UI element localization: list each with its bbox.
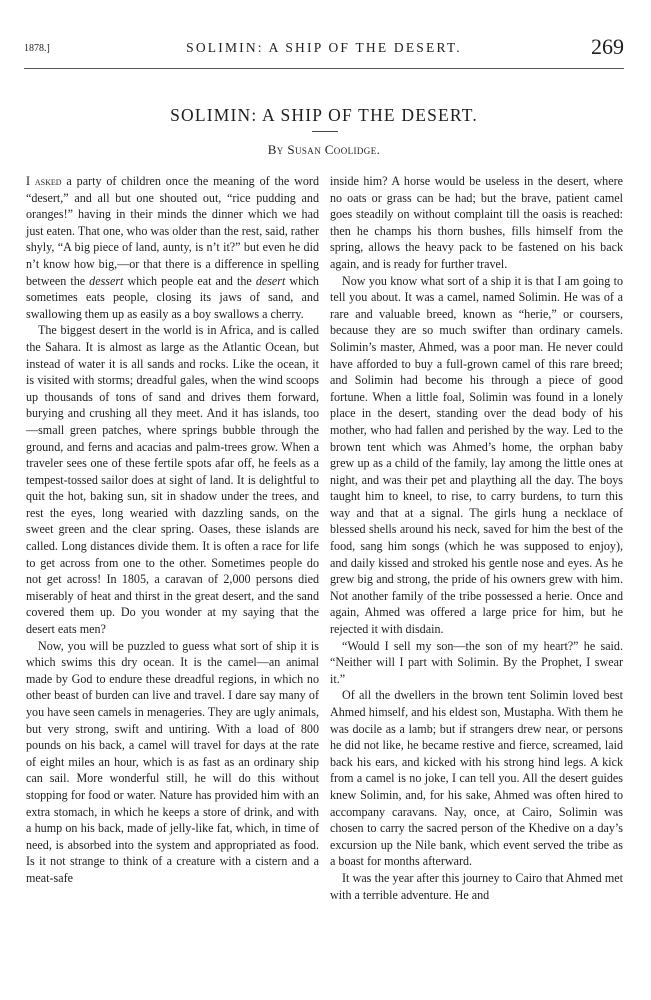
right-column: [330, 173, 623, 903]
emphasis-desert: desert: [255, 273, 286, 288]
paragraph-8: It was the year after this journey to Cairo that Ahmed met with a terrible adventure. He and: [330, 870, 623, 902]
byline: By Susan Coolidge.: [267, 142, 381, 157]
paragraph-5: Now you know what sort of a ship it is that I am going to tell you about. It was a camel, named Solimin. He was of a rare and valuable breed, known as “herie,” or coursers, because they are so much swifter than ordinary camels. Solimin’s master, Ahmed, was a poor man. He never could have afforded to buy a full-grown camel of this rare breed; and Solimin had become his through a piece of good fortune. When a little foal, Solimin was found in a lonely place in the desert, standing over the dead body of his mother, who had fallen and perished by the way. Led to the brown tent which was Ahmed’s home, the orphan baby grew up as a child of the family, lay among the little ones at night, and was their pet and plaything all the day. The boys taught him to kneel, to rise, to carry burdens, to turn this way and that at a signal. The girls hung a necklace of blessed shells around his neck, saved for him the best of the food, sang him songs (which he was supposed to enjoy), and daily kissed and stroked his gentle nose and eyes. As he grew big and strong, the pride of his owners grew with him. Not another family of the tribe possessed a herie. Once and again, Ahmed was offered a large price for him, but he rejected it with disdain.: [330, 273, 623, 637]
lead-words: I asked: [26, 174, 62, 188]
paragraph-4: inside him? A horse would be useless in the desert, where no oats or grass can be had; but the brave, patient camel goes steadily on without complaint till the oasis is reached: then he champs his thorn bushes, fills himself from the spring, allows the heavy pack to be fastened on his back again, and is ready for further travel.: [330, 174, 623, 271]
left-column: [26, 173, 319, 887]
header-year: 1878.]: [24, 43, 50, 54]
running-header: [24, 34, 624, 61]
emphasis-dessert: dessert: [89, 273, 124, 288]
paragraph-7: Of all the dwellers in the brown tent Solimin loved best Ahmed himself, and his eldest son, Mustapha. With them he was docile as a lamb; but if strangers drew near, or persons he did not like, he became restive and fierce, screamed, laid back his ears, and kicked with his strong hind legs. A kick from a camel is no joke, I can tell you. All the desert guides knew Solimin, and, for his sake, Ahmed was often hired to accompany caravans. Nay, once, at Cairo, Solimin was chosen to carry the sacred person of the Khedive on a day’s excursion up the Nile bank, which event served the tribe as a boast for months afterward.: [330, 688, 623, 869]
article-title: SOLIMIN: A SHIP OF THE DESERT.: [170, 105, 478, 125]
paragraph-1: I asked a party of children once the meaning of the word “desert,” and all but one shouted out, “rice pudding and oranges!” having in their minds the dinner which we had just eaten. That one, who was older than the rest, said, rather shyly, “A big piece of land, aunty, is n’t it?” but even he did n’t know how big,—or that there is a difference in spelling between the dessert which people eat and the desert which sometimes eats people, closing its jaws of sand, and swallowing them up as easily as a boy swallows a cherry.: [26, 174, 320, 321]
paragraph-2: The biggest desert in the world is in Africa, and is called the Sahara. It is almost as large as the Atlantic Ocean, but instead of water it is all sands and rocks. Like the ocean, it is visited with storms; dreadful gales, when the wind scoops up thousands of tons of sand and drives them forward, burying and crushing all they meet. And it has islands, too—small green patches, where springs bubble through the ground, and ferns and acacias and palm-trees grow. When a traveler sees one of these fertile spots afar off, he feels as a tempest-tossed sailor does at sight of land. It is delightful to quit the hot, baking sun, sit in shadow under the trees, and rest the eyes, long wearied with dazzling sands, on the sweet green and the clear spring. Oases, these islands are called. Long distances divide them. It is often a race for life to get across from one to the other. Sometimes people do not get across! In 1805, a caravan of 2,000 persons died miserably of heat and thirst in the great desert, and the sand covered them up. Do you wonder at my saying that the desert eats men?: [26, 323, 319, 637]
title-divider: [312, 131, 338, 132]
paragraph-6: “Would I sell my son—the son of my heart?” he said. “Neither will I part with Solimin. By the Prophet, I swear it.”: [330, 638, 623, 686]
paragraph-3: Now, you will be puzzled to guess what sort of ship it is which swims this dry ocean. It is the camel—an animal made by God to endure these dreadful regions, in which no other beast of burden can live and travel. I dare say many of you have seen camels in menageries. They are ugly animals, but very strong, swift and untiring. With a load of 800 pounds on his back, a camel will travel for days at the rate of eight miles an hour, which is as fast as an ordinary ship can sail. More wonderful still, he will do this without stopping for food or water. Nature has provided him with an extra stomach, in which he keeps a store of drink, and with a hump on his back, made of jelly-like fat, which, in time of need, is absorbed into the system and appropriated as food. Is it not strange to think of a creature with a cistern and a meat-safe: [26, 638, 319, 885]
header-rule: [24, 68, 624, 69]
running-title: SOLIMIN: A SHIP OF THE DESERT.: [186, 40, 462, 55]
page-number: 269: [591, 34, 624, 59]
